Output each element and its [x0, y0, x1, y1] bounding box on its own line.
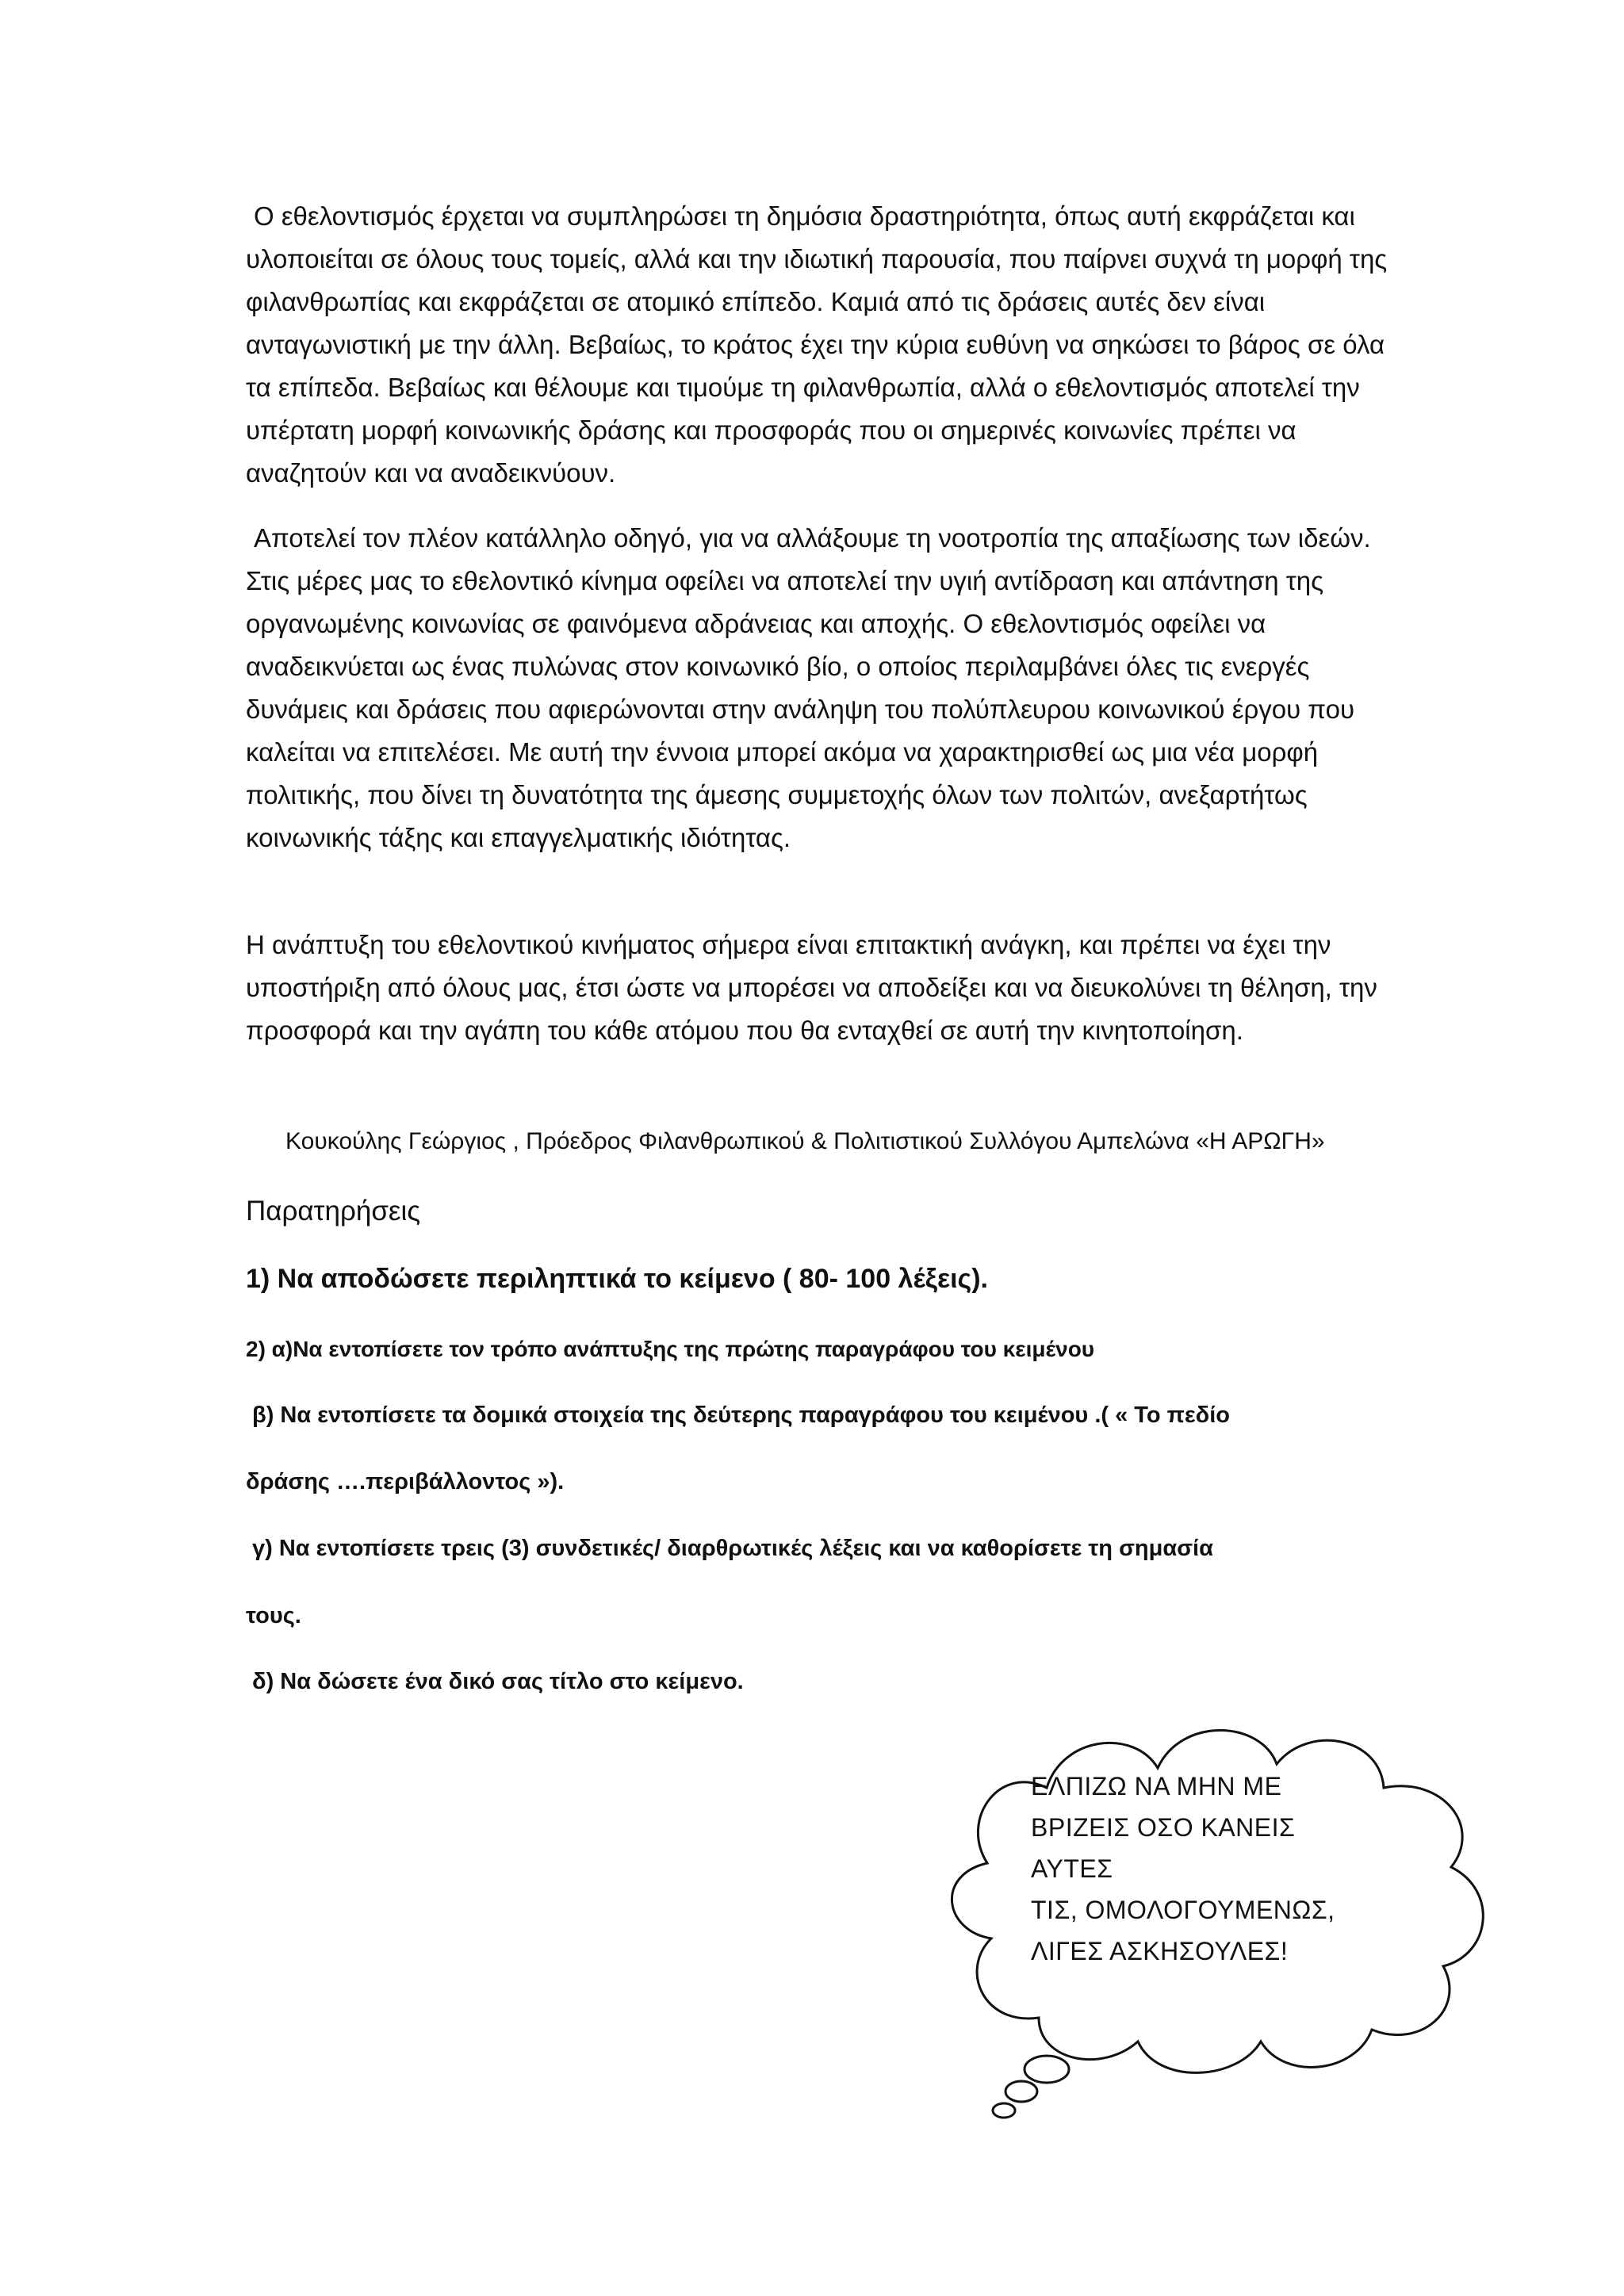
- question-1: 1) Να αποδώσετε περιληπτικά το κείμενο ( 80- 100 λέξεις).: [246, 1264, 988, 1294]
- cloud-bubble-small: [993, 2103, 1015, 2118]
- cloud-line-1: ΕΛΠΙΖΩ ΝΑ ΜΗΝ ΜΕ: [1031, 1772, 1282, 1800]
- author-signature: Κουκούλης Γεώργιος , Πρόεδρος Φιλανθρωπικού & Πολιτιστικού Συλλόγου Αμπελώνα «Η ΑΡΩΓΗ»: [285, 1128, 1325, 1154]
- cloud-line-3: ΤΙΣ, ΟΜΟΛΟΓΟΥΜΕΝΩΣ,: [1031, 1896, 1335, 1924]
- cloud-line-2: ΒΡΙΖΕΙΣ ΟΣΟ ΚΑΝΕΙΣ ΑΥΤΕΣ: [1031, 1813, 1296, 1883]
- cloud-bubble-medium: [1005, 2081, 1037, 2102]
- paragraph-3: Η ανάπτυξη του εθελοντικού κινήματος σήμερα είναι επιτακτική ανάγκη, και πρέπει να έχει την υποστήριξη από όλους μας, έτσι ώστε να μπορέσει να αποδείξει και να διευκολύνει τη θέληση, την προσφορά και την αγάπη του κάθε ατόμου που θα ενταχθεί σε αυτή την κινητοποίηση.: [246, 930, 1377, 1045]
- question-2c-line-2: τους.: [246, 1603, 301, 1628]
- question-2b-line-1: β) Να εντοπίσετε τα δομικά στοιχεία της δεύτερης παραγράφου του κειμένου .( « Το πεδίο: [252, 1402, 1230, 1428]
- paragraph-1: Ο εθελοντισμός έρχεται να συμπληρώσει τη δημόσια δραστηριότητα, όπως αυτή εκφράζεται και υλοποιείται σε όλους τους τομείς, αλλά και την ιδιωτική παρουσία, που παίρνει συχνά τη μορφή της φιλανθρωπίας και εκφράζεται σε ατομικό επίπεδο. Καμιά από τις δράσεις αυτές δεν είναι ανταγωνιστική με την άλλη. Βεβαίως, το κράτος έχει την κύρια ευθύνη να σηκώσει το βάρος σε όλα τα επίπεδα. Βεβαίως και θέλουμε και τιμούμε τη φιλανθρωπία, αλλά ο εθελοντισμός αποτελεί την υπέρτατη μορφή κοινωνικής δράσης και προσφοράς που οι σημερινές κοινωνίες πρέπει να αναζητούν και να αναδεικνύουν.: [246, 201, 1388, 488]
- question-2b-line-2: δράσης ….περιβάλλοντος »).: [246, 1469, 565, 1494]
- cloud-message: [1031, 1766, 1372, 1972]
- paragraph-2: Αποτελεί τον πλέον κατάλληλο οδηγό, για να αλλάξουμε τη νοοτροπία της απαξίωσης των ιδεών. Στις μέρες μας το εθελοντικό κίνημα οφείλει να αποτελεί την υγιή αντίδραση και απάντηση της οργανωμένης κοινωνίας σε φαινόμενα αδράνειας και αποχής. Ο εθελοντισμός οφείλει να αναδεικνύεται ως ένας πυλώνας στον κοινωνικό βίο, ο οποίος περιλαμβάνει όλες τις ενεργές δυνάμεις και δράσεις που αφιερώνονται στην ανάληψη του πολύπλευρου κοινωνικού έργου που καλείται να επιτελέσει. Με αυτή την έννοια μπορεί ακόμα να χαρακτηρισθεί ως μια νέα μορφή πολιτικής, που δίνει τη δυνατότητα της άμεσης συμμετοχής όλων των πολιτών, ανεξαρτήτως κοινωνικής τάξης και επαγγελματικής ιδιότητας.: [246, 523, 1371, 852]
- question-2a: 2) α)Να εντοπίσετε τον τρόπο ανάπτυξης της πρώτης παραγράφου του κειμένου: [246, 1337, 1095, 1361]
- cloud-line-4: ΛΙΓΕΣ ΑΣΚΗΣΟΥΛΕΣ!: [1031, 1937, 1289, 1965]
- cloud-bubble-large: [1025, 2056, 1069, 2083]
- question-2c-line-1: γ) Να εντοπίσετε τρεις (3) συνδετικές/ διαρθρωτικές λέξεις και να καθορίσετε τη σημασία: [252, 1536, 1213, 1561]
- remarks-heading: Παρατηρήσεις: [246, 1196, 421, 1226]
- question-2d: δ) Να δώσετε ένα δικό σας τίτλο στο κείμενο.: [252, 1669, 744, 1694]
